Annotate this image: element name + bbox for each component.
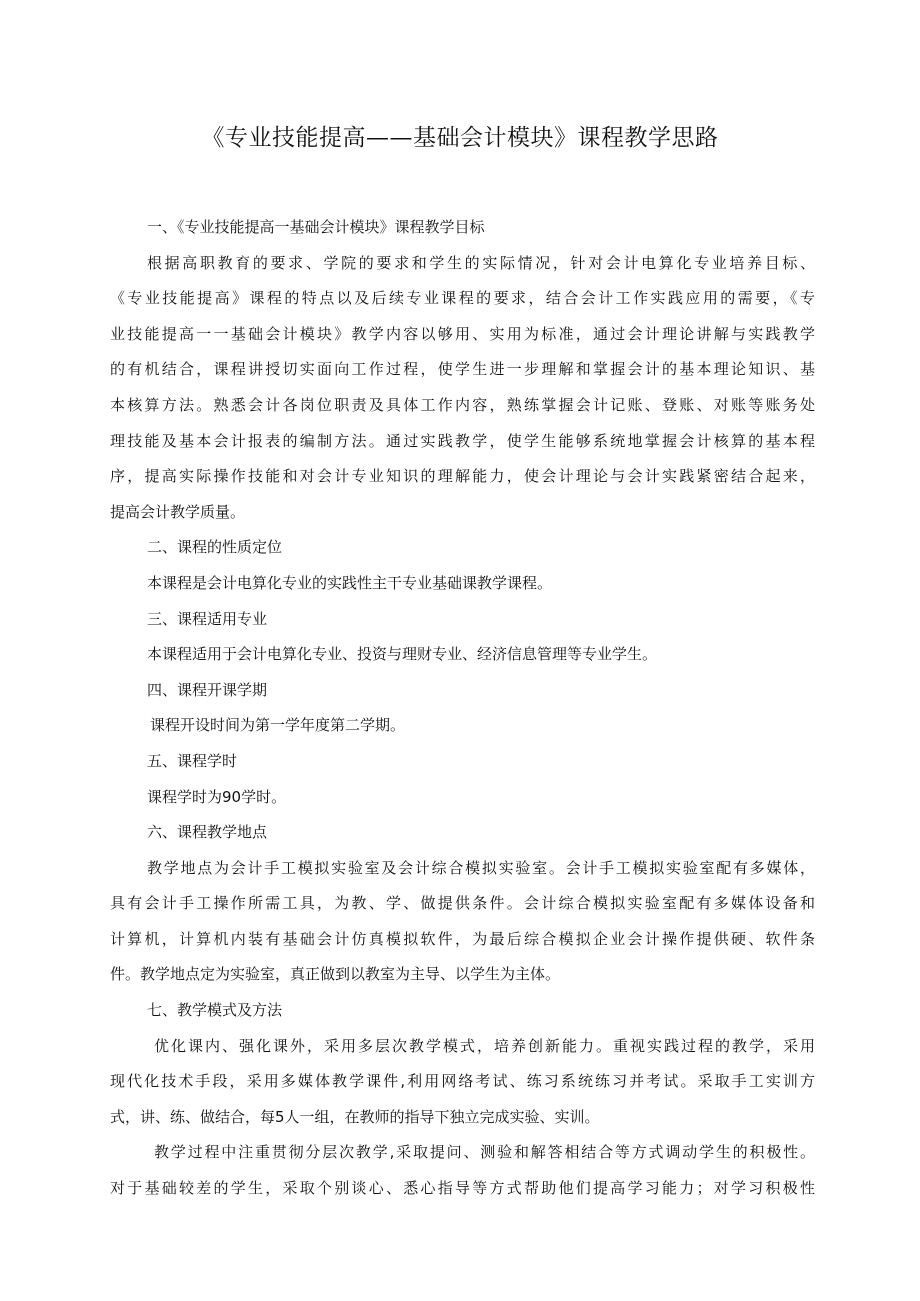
section-heading-hours: 五、课程学时 (147, 751, 238, 770)
paragraph-line: 理技能及基本会计报表的编制方法。通过实践教学，使学生能够系统地掌握会计核算的基本程 (110, 431, 815, 450)
paragraph-line: 式，讲、练、做结合，每5人一组，在教师的指导下独立完成实验、实训。 (110, 1107, 600, 1126)
paragraph-line: 提高会计教学质量。 (110, 502, 246, 521)
paragraph-line: 具有会计手工操作所需工具，为教、学、做提供条件。会计综合模拟实验室配有多媒体设备和 (110, 894, 815, 913)
document-body (110, 210, 815, 1207)
paragraph-line: 《专业技能提高》课程的特点以及后续专业课程的要求，结合会计工作实践应用的需要，《专 (110, 289, 815, 308)
section-heading-objectives: 一、《专业技能提高一基础会计模块》课程教学目标 (147, 218, 485, 236)
paragraph-line: 计算机，计算机内装有基础会计仿真模拟软件，为最后综合模拟企业会计操作提供硬、软件条 (110, 929, 815, 948)
section-heading-methods: 七、教学模式及方法 (147, 1001, 283, 1020)
paragraph-line: 教学地点为会计手工模拟实验室及会计综合模拟实验室。会计手工模拟实验室配有多媒体， (147, 858, 815, 877)
section-heading-nature: 二、课程的性质定位 (147, 538, 283, 557)
paragraph-line: 本课程适用于会计电算化专业、投资与理财专业、经济信息管理等专业学生。 (147, 645, 658, 664)
paragraph-line: 现代化技术手段，采用多媒体教学课件,利用网络考试、练习系统练习并考试。采取手工实训方 (110, 1072, 815, 1091)
paragraph-line: 件。教学地点定为实验室，真正做到以教室为主导、以学生为主体。 (110, 965, 561, 984)
paragraph-line: 课程开设时间为第一学年度第二学期。 (150, 716, 406, 735)
section-heading-location: 六、课程教学地点 (147, 823, 268, 842)
paragraph-line: 对于基础较差的学生，采取个别谈心、悉心指导等方式帮助他们提高学习能力；对学习积极性 (110, 1179, 815, 1198)
section-heading-semester: 四、课程开课学期 (147, 680, 268, 699)
paragraph-line: 本核算方法。熟悉会计各岗位职责及具体工作内容，熟练掌握会计记账、登账、对账等账务处 (110, 395, 815, 414)
paragraph-line: 优化课内、强化课外，采用多层次教学模式，培养创新能力。重视实践过程的教学，采用 (154, 1036, 815, 1055)
paragraph-line: 教学过程中注重贯彻分层次教学,采取提问、测验和解答相结合等方式调动学生的积极性。 (154, 1143, 815, 1162)
paragraph-line: 根据高职教育的要求、学院的要求和学生的实际情况，针对会计电算化专业培养目标、 (147, 253, 815, 272)
paragraph-line: 的有机结合，课程讲授切实面向工作过程，使学生进一步理解和掌握会计的基本理论知识、基 (110, 360, 815, 379)
section-heading-majors: 三、课程适用专业 (147, 609, 268, 628)
paragraph-line: 本课程是会计电算化专业的实践性主干专业基础课教学课程。 (147, 573, 553, 592)
paragraph-line: 序，提高实际操作技能和对会计专业知识的理解能力，使会计理论与会计实践紧密结合起来， (110, 467, 815, 486)
document-title: 《专业技能提高——基础会计模块》课程教学思路 (201, 125, 719, 151)
paragraph-line: 业技能提高一一基础会计模块》教学内容以够用、实用为标准，通过会计理论讲解与实践教学 (110, 324, 815, 343)
paragraph-line: 课程学时为90学时。 (147, 787, 287, 806)
